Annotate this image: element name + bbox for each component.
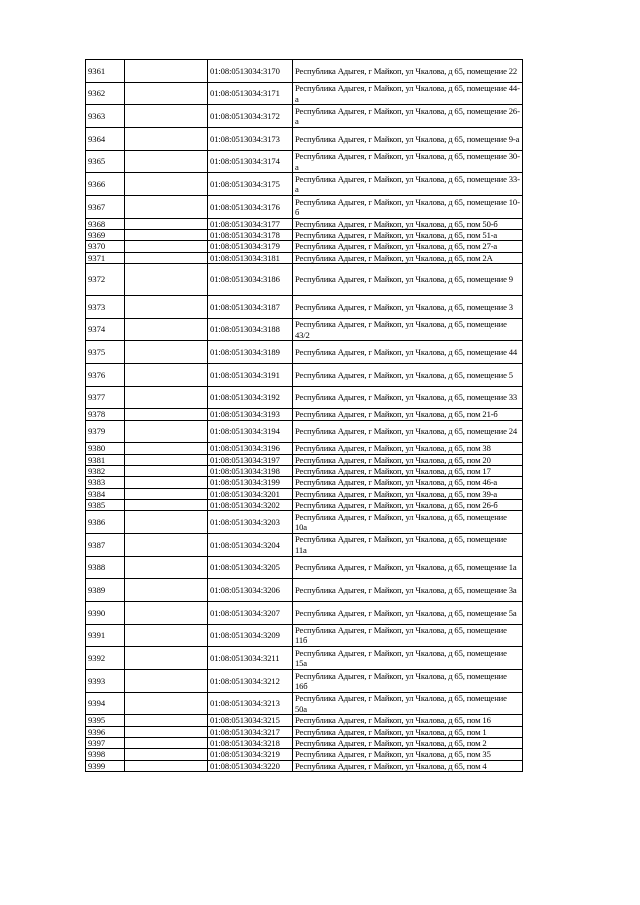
table-row: [86, 499, 523, 510]
address: Республика Адыгея, г Майкоп, ул Чкалова, д 65, помещение 15а: [293, 647, 523, 670]
cadastral-number: 01:08:0513034:3204: [208, 533, 293, 556]
address: Республика Адыгея, г Майкоп, ул Чкалова, д 65, помещение 10-б: [293, 196, 523, 219]
empty-cell: [125, 296, 208, 319]
empty-cell: [125, 252, 208, 263]
row-number: 9394: [86, 692, 125, 715]
table-row: [86, 647, 523, 670]
empty-cell: [125, 670, 208, 693]
row-number: 9390: [86, 601, 125, 624]
empty-cell: [125, 105, 208, 128]
cadastral-number: 01:08:0513034:3174: [208, 150, 293, 173]
row-number: 9379: [86, 420, 125, 443]
empty-cell: [125, 533, 208, 556]
cadastral-number: 01:08:0513034:3198: [208, 466, 293, 477]
row-number: 9399: [86, 760, 125, 771]
property-register-table: [85, 59, 523, 772]
empty-cell: [125, 386, 208, 409]
table-body: [86, 60, 523, 772]
empty-cell: [125, 150, 208, 173]
address: Республика Адыгея, г Майкоп, ул Чкалова, д 65, пом 46-а: [293, 477, 523, 488]
table-row: [86, 318, 523, 341]
cadastral-number: 01:08:0513034:3212: [208, 670, 293, 693]
row-number: 9397: [86, 737, 125, 748]
empty-cell: [125, 692, 208, 715]
empty-cell: [125, 499, 208, 510]
cadastral-number: 01:08:0513034:3175: [208, 173, 293, 196]
table-row: [86, 60, 523, 83]
cadastral-number: 01:08:0513034:3172: [208, 105, 293, 128]
address: Республика Адыгея, г Майкоп, ул Чкалова, д 65, пом 20: [293, 454, 523, 465]
row-number: 9372: [86, 264, 125, 296]
row-number: 9383: [86, 477, 125, 488]
address: Республика Адыгея, г Майкоп, ул Чкалова, д 65, помещение 30-а: [293, 150, 523, 173]
table-row: [86, 150, 523, 173]
address: Республика Адыгея, г Майкоп, ул Чкалова, д 65, помещение 33: [293, 386, 523, 409]
cadastral-number: 01:08:0513034:3177: [208, 218, 293, 229]
cadastral-number: 01:08:0513034:3215: [208, 715, 293, 726]
row-number: 9368: [86, 218, 125, 229]
address: Республика Адыгея, г Майкоп, ул Чкалова, д 65, пом 51-а: [293, 230, 523, 241]
table-row: [86, 230, 523, 241]
cadastral-number: 01:08:0513034:3199: [208, 477, 293, 488]
empty-cell: [125, 196, 208, 219]
row-number: 9364: [86, 128, 125, 151]
empty-cell: [125, 230, 208, 241]
empty-cell: [125, 579, 208, 602]
row-number: 9361: [86, 60, 125, 83]
address: Республика Адыгея, г Майкоп, ул Чкалова, д 65, помещение 50а: [293, 692, 523, 715]
row-number: 9363: [86, 105, 125, 128]
empty-cell: [125, 128, 208, 151]
empty-cell: [125, 443, 208, 454]
empty-cell: [125, 477, 208, 488]
address: Республика Адыгея, г Майкоп, ул Чкалова, д 65, пом 1: [293, 726, 523, 737]
empty-cell: [125, 409, 208, 420]
cadastral-number: 01:08:0513034:3173: [208, 128, 293, 151]
address: Республика Адыгея, г Майкоп, ул Чкалова, д 65, помещение 22: [293, 60, 523, 83]
row-number: 9371: [86, 252, 125, 263]
empty-cell: [125, 60, 208, 83]
table-row: [86, 454, 523, 465]
table-row: [86, 252, 523, 263]
address: Республика Адыгея, г Майкоп, ул Чкалова, д 65, пом 26-б: [293, 499, 523, 510]
table-row: [86, 264, 523, 296]
table-row: [86, 601, 523, 624]
row-number: 9396: [86, 726, 125, 737]
empty-cell: [125, 488, 208, 499]
cadastral-number: 01:08:0513034:3209: [208, 624, 293, 647]
address: Республика Адыгея, г Майкоп, ул Чкалова, д 65, пом 2: [293, 737, 523, 748]
address: Республика Адыгея, г Майкоп, ул Чкалова, д 65, помещение 1а: [293, 556, 523, 579]
cadastral-number: 01:08:0513034:3217: [208, 726, 293, 737]
row-number: 9392: [86, 647, 125, 670]
empty-cell: [125, 264, 208, 296]
cadastral-number: 01:08:0513034:3178: [208, 230, 293, 241]
empty-cell: [125, 454, 208, 465]
row-number: 9393: [86, 670, 125, 693]
row-number: 9370: [86, 241, 125, 252]
empty-cell: [125, 466, 208, 477]
table-row: [86, 477, 523, 488]
table-row: [86, 488, 523, 499]
table-row: [86, 511, 523, 534]
empty-cell: [125, 726, 208, 737]
cadastral-number: 01:08:0513034:3188: [208, 318, 293, 341]
row-number: 9374: [86, 318, 125, 341]
table-row: [86, 715, 523, 726]
empty-cell: [125, 318, 208, 341]
table-row: [86, 749, 523, 760]
address: Республика Адыгея, г Майкоп, ул Чкалова, д 65, пом 4: [293, 760, 523, 771]
cadastral-number: 01:08:0513034:3170: [208, 60, 293, 83]
address: Республика Адыгея, г Майкоп, ул Чкалова, д 65, помещение 11а: [293, 533, 523, 556]
address: Республика Адыгея, г Майкоп, ул Чкалова, д 65, помещение 44: [293, 341, 523, 364]
empty-cell: [125, 715, 208, 726]
cadastral-number: 01:08:0513034:3189: [208, 341, 293, 364]
row-number: 9387: [86, 533, 125, 556]
cadastral-number: 01:08:0513034:3205: [208, 556, 293, 579]
row-number: 9376: [86, 364, 125, 387]
table-row: [86, 241, 523, 252]
table-row: [86, 670, 523, 693]
row-number: 9395: [86, 715, 125, 726]
row-number: 9398: [86, 749, 125, 760]
empty-cell: [125, 82, 208, 105]
table-row: [86, 760, 523, 771]
cadastral-number: 01:08:0513034:3181: [208, 252, 293, 263]
empty-cell: [125, 737, 208, 748]
cadastral-number: 01:08:0513034:3186: [208, 264, 293, 296]
address: Республика Адыгея, г Майкоп, ул Чкалова, д 65, пом 21-б: [293, 409, 523, 420]
row-number: 9384: [86, 488, 125, 499]
address: Республика Адыгея, г Майкоп, ул Чкалова, д 65, помещение 16б: [293, 670, 523, 693]
table-row: [86, 218, 523, 229]
table-row: [86, 128, 523, 151]
table-row: [86, 196, 523, 219]
cadastral-number: 01:08:0513034:3206: [208, 579, 293, 602]
cadastral-number: 01:08:0513034:3179: [208, 241, 293, 252]
empty-cell: [125, 511, 208, 534]
address: Республика Адыгея, г Майкоп, ул Чкалова, д 65, пом 2А: [293, 252, 523, 263]
cadastral-number: 01:08:0513034:3176: [208, 196, 293, 219]
table-row: [86, 341, 523, 364]
cadastral-number: 01:08:0513034:3203: [208, 511, 293, 534]
empty-cell: [125, 218, 208, 229]
empty-cell: [125, 241, 208, 252]
cadastral-number: 01:08:0513034:3171: [208, 82, 293, 105]
row-number: 9367: [86, 196, 125, 219]
table-row: [86, 726, 523, 737]
empty-cell: [125, 341, 208, 364]
address: Республика Адыгея, г Майкоп, ул Чкалова, д 65, помещение 3: [293, 296, 523, 319]
row-number: 9365: [86, 150, 125, 173]
table-row: [86, 466, 523, 477]
address: Республика Адыгея, г Майкоп, ул Чкалова, д 65, помещение 11б: [293, 624, 523, 647]
table-row: [86, 579, 523, 602]
row-number: 9388: [86, 556, 125, 579]
address: Республика Адыгея, г Майкоп, ул Чкалова, д 65, помещение 26-а: [293, 105, 523, 128]
cadastral-number: 01:08:0513034:3218: [208, 737, 293, 748]
table-row: [86, 737, 523, 748]
empty-cell: [125, 749, 208, 760]
cadastral-number: 01:08:0513034:3192: [208, 386, 293, 409]
address: Республика Адыгея, г Майкоп, ул Чкалова, д 65, пом 38: [293, 443, 523, 454]
empty-cell: [125, 173, 208, 196]
row-number: 9373: [86, 296, 125, 319]
table-row: [86, 105, 523, 128]
table-row: [86, 420, 523, 443]
cadastral-number: 01:08:0513034:3213: [208, 692, 293, 715]
row-number: 9377: [86, 386, 125, 409]
table-row: [86, 82, 523, 105]
address: Республика Адыгея, г Майкоп, ул Чкалова, д 65, помещение 9: [293, 264, 523, 296]
row-number: 9362: [86, 82, 125, 105]
row-number: 9369: [86, 230, 125, 241]
row-number: 9366: [86, 173, 125, 196]
address: Республика Адыгея, г Майкоп, ул Чкалова, д 65, помещение 5а: [293, 601, 523, 624]
table-row: [86, 556, 523, 579]
address: Республика Адыгея, г Майкоп, ул Чкалова, д 65, помещение 44-а: [293, 82, 523, 105]
row-number: 9382: [86, 466, 125, 477]
table-row: [86, 173, 523, 196]
address: Республика Адыгея, г Майкоп, ул Чкалова, д 65, пом 17: [293, 466, 523, 477]
table-row: [86, 443, 523, 454]
address: Республика Адыгея, г Майкоп, ул Чкалова, д 65, пом 39-а: [293, 488, 523, 499]
row-number: 9386: [86, 511, 125, 534]
empty-cell: [125, 556, 208, 579]
cadastral-number: 01:08:0513034:3211: [208, 647, 293, 670]
empty-cell: [125, 420, 208, 443]
empty-cell: [125, 624, 208, 647]
empty-cell: [125, 601, 208, 624]
row-number: 9380: [86, 443, 125, 454]
table-row: [86, 533, 523, 556]
address: Республика Адыгея, г Майкоп, ул Чкалова, д 65, помещение 5: [293, 364, 523, 387]
address: Республика Адыгея, г Майкоп, ул Чкалова, д 65, помещение 3а: [293, 579, 523, 602]
table-row: [86, 364, 523, 387]
table-row: [86, 624, 523, 647]
empty-cell: [125, 647, 208, 670]
empty-cell: [125, 760, 208, 771]
cadastral-number: 01:08:0513034:3191: [208, 364, 293, 387]
table-row: [86, 296, 523, 319]
cadastral-number: 01:08:0513034:3219: [208, 749, 293, 760]
address: Республика Адыгея, г Майкоп, ул Чкалова, д 65, помещение 10а: [293, 511, 523, 534]
empty-cell: [125, 364, 208, 387]
row-number: 9378: [86, 409, 125, 420]
cadastral-number: 01:08:0513034:3197: [208, 454, 293, 465]
row-number: 9391: [86, 624, 125, 647]
row-number: 9389: [86, 579, 125, 602]
address: Республика Адыгея, г Майкоп, ул Чкалова, д 65, пом 35: [293, 749, 523, 760]
cadastral-number: 01:08:0513034:3194: [208, 420, 293, 443]
cadastral-number: 01:08:0513034:3202: [208, 499, 293, 510]
row-number: 9375: [86, 341, 125, 364]
address: Республика Адыгея, г Майкоп, ул Чкалова, д 65, пом 16: [293, 715, 523, 726]
table-row: [86, 409, 523, 420]
cadastral-number: 01:08:0513034:3207: [208, 601, 293, 624]
table-row: [86, 386, 523, 409]
cadastral-number: 01:08:0513034:3196: [208, 443, 293, 454]
row-number: 9381: [86, 454, 125, 465]
cadastral-number: 01:08:0513034:3220: [208, 760, 293, 771]
address: Республика Адыгея, г Майкоп, ул Чкалова, д 65, помещение 9-а: [293, 128, 523, 151]
address: Республика Адыгея, г Майкоп, ул Чкалова, д 65, помещение 43/2: [293, 318, 523, 341]
address: Республика Адыгея, г Майкоп, ул Чкалова, д 65, пом 50-б: [293, 218, 523, 229]
cadastral-number: 01:08:0513034:3193: [208, 409, 293, 420]
address: Республика Адыгея, г Майкоп, ул Чкалова, д 65, помещение 24: [293, 420, 523, 443]
cadastral-number: 01:08:0513034:3187: [208, 296, 293, 319]
row-number: 9385: [86, 499, 125, 510]
table-row: [86, 692, 523, 715]
address: Республика Адыгея, г Майкоп, ул Чкалова, д 65, помещение 33-а: [293, 173, 523, 196]
cadastral-number: 01:08:0513034:3201: [208, 488, 293, 499]
address: Республика Адыгея, г Майкоп, ул Чкалова, д 65, пом 27-а: [293, 241, 523, 252]
